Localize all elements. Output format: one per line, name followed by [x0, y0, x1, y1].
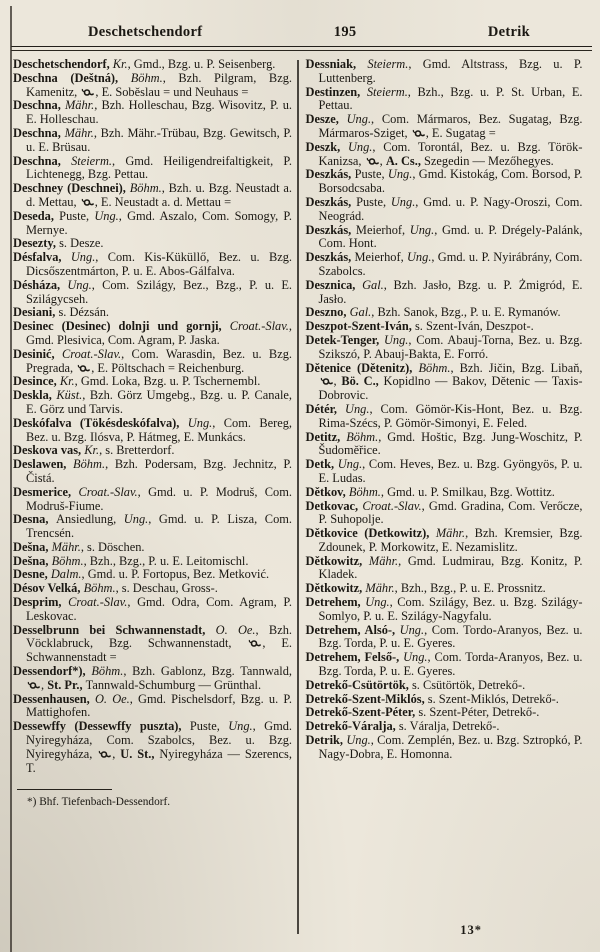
- entry-text: , Gmd. Pischelsdorf, Bzg. u. P. Mattighofen.: [26, 691, 292, 720]
- gazetteer-entry: [306, 693, 583, 707]
- entry-text: , Gmd. Kistokág, Com. Borsod, P. Borsodcsaba.: [318, 167, 583, 196]
- entry-text: , Bzh. Pilgram, Bzg. Kamenitz,: [26, 70, 292, 99]
- entry-text: , Gmd. u. P. Smilkau, Bzg. Wottitz.: [380, 484, 555, 499]
- entry-text: , E. Schwannenstadt =: [26, 636, 292, 665]
- entry-text: s. Desze.: [59, 236, 104, 251]
- entry-text: , s. Deschau, Gross-.: [115, 581, 218, 596]
- entry-text: Böhm.: [346, 429, 379, 444]
- entry-text: ,: [333, 374, 342, 389]
- gazetteer-entry: [13, 458, 292, 486]
- entry-text: , Bzh. Jičin, Bzg. Libaň,: [450, 360, 583, 375]
- entry-headword: Detrekő-Váralja,: [305, 719, 399, 734]
- entry-text: , s. Bretterdorf.: [99, 443, 175, 458]
- entry-text: , Gmd. Odra, Com. Agram, P. Leskovac.: [26, 595, 292, 623]
- entry-text: Kr.: [112, 57, 128, 71]
- entry-text: Croat.-Slav.: [68, 595, 128, 610]
- gazetteer-entry: [13, 58, 292, 72]
- entry-headword: Détér,: [305, 401, 345, 416]
- entry-text: , Bzh. Podersam, Bzg. Jechnitz, P. Čistá.: [26, 457, 292, 485]
- entry-headword: Desezty,: [13, 236, 60, 251]
- entry-text: s. Szent-Miklós, Detrekő-.: [427, 691, 559, 706]
- entry-text: Meierhof,: [354, 250, 407, 265]
- entry-text: Kopidlno — Bakov, Dětenic — Taxis-Dobrovic.: [318, 374, 583, 403]
- entry-headword: Deskófalva (Tökésdeskófalva),: [13, 415, 188, 430]
- entry-text: , Bzh. Kremsier, Bzg. Zdounek, P. Morkowitz, E. Nezamislitz.: [318, 526, 583, 554]
- entry-text: , Gmd. Plesivica, Com. Agram, P. Jaska.: [26, 319, 292, 347]
- entry-text: Ung.: [70, 250, 96, 265]
- entry-headword: Detrekő-Szent-Péter,: [305, 705, 419, 720]
- entry-text: s. Szent-Iván, Deszpot-.: [414, 319, 534, 334]
- gazetteer-entry: [13, 720, 292, 775]
- post-horn-icon: [81, 198, 94, 207]
- entry-text: Gal.: [349, 305, 372, 320]
- entry-headword: Deseda,: [13, 208, 60, 223]
- post-horn-icon: [98, 750, 111, 759]
- entry-text: ,: [41, 677, 48, 692]
- entry-text: , Com. Tordo-Aranyos, Bez. u. Bzg. Torda, P. u. E. Gyeres.: [318, 622, 583, 651]
- gazetteer-entry: [13, 320, 292, 348]
- entry-headword: Dětkowitz,: [305, 581, 366, 596]
- entry-text: , Com. Gömör-Kis-Hont, Bez. u. Bzg. Rima-Szécs, P. Gömör-Simonyi, E. Feled.: [318, 401, 583, 430]
- entry-headword: Desinec (Desinec) dolnji und gornji,: [13, 319, 230, 334]
- entry-text: , Bzh. Gablonz, Bzg. Tannwald,: [123, 664, 292, 679]
- gazetteer-entry: [306, 113, 583, 141]
- entry-text: Böhm.: [418, 360, 451, 375]
- entry-text: Böhm.: [130, 70, 163, 85]
- gazetteer-entry: [306, 679, 583, 693]
- entry-headword: Dětenice (Dětenitz),: [305, 360, 419, 375]
- entry-text: Steierm.: [366, 84, 408, 99]
- entry-text: Ung.: [337, 457, 363, 472]
- entry-headword: Desince,: [13, 374, 60, 389]
- entry-text: , Com. Heves, Bez. u. Bzg. Gyöngyös, P. u. E. Ludas.: [318, 457, 583, 485]
- entry-text: Puste,: [354, 167, 388, 182]
- gazetteer-entry: [306, 458, 583, 486]
- gazetteer-entry: [306, 403, 583, 431]
- entry-text: , Com. Kis-Küküllő, Bez. u. Bzg. Dicsőszentmárton, P. u. E. Abos-Gálfalva.: [26, 250, 292, 278]
- entry-text: Mähr.: [368, 553, 399, 568]
- entry-text: Kr.: [84, 443, 100, 458]
- entry-text: Mähr.: [51, 539, 81, 554]
- entry-headword: Deschna,: [13, 98, 65, 113]
- entry-headword: Deschetschendorf,: [13, 57, 113, 71]
- gazetteer-entry: [13, 665, 292, 693]
- entry-text: , Gmd. Aszalo, Com. Somogy, P. Mernye.: [26, 208, 292, 237]
- entry-headword: Deskla,: [13, 388, 57, 403]
- post-horn-icon: [77, 364, 90, 373]
- entry-headword: Desiani,: [13, 305, 59, 320]
- entry-text: s. Dézsán.: [58, 305, 110, 320]
- entry-text: O. Oe.: [94, 691, 130, 706]
- gazetteer-entry: [306, 500, 583, 528]
- entry-text: Puste,: [356, 194, 391, 209]
- entry-text: Ung.: [346, 112, 372, 127]
- entry-text: Puste,: [189, 719, 229, 734]
- entry-text: ,: [112, 746, 121, 761]
- entry-headword: Deszno,: [305, 305, 350, 320]
- entry-headword: Deszkás,: [305, 222, 356, 237]
- gazetteer-entry: [13, 555, 292, 569]
- entry-text: s. Csütörtök, Detrekő-.: [411, 677, 526, 692]
- entry-headword: Desselbrunn bei Schwannenstadt,: [13, 622, 216, 637]
- gazetteer-entry: [306, 334, 583, 362]
- entry-headword: Desze,: [305, 112, 347, 127]
- entry-text: Mähr.: [435, 526, 466, 541]
- entry-headword: Deschney (Deschnei),: [13, 181, 130, 196]
- gazetteer-entry: [13, 182, 292, 210]
- entry-headword: Deschna (Deštná),: [13, 70, 131, 85]
- entry-text: , Gmd. u. P. Drégely-Palánk, Com. Hont.: [318, 222, 583, 251]
- entry-text: Mähr.: [64, 98, 95, 113]
- entry-text: , E. Sugatag =: [425, 125, 496, 140]
- footnote-rule: [17, 789, 112, 790]
- entry-headword: Deschna,: [13, 153, 72, 168]
- entry-text: , Gmd. Hoštic, Bzg. Jung-Woschitz, P. Šudoměřice.: [318, 429, 583, 458]
- gazetteer-entry: [13, 624, 292, 665]
- column-container: [0, 51, 600, 934]
- entry-text: Szegedin — Mezőhegyes.: [424, 153, 554, 168]
- entry-text: Meierhof,: [355, 222, 410, 237]
- gazetteer-entry: [306, 582, 583, 596]
- gazetteer-entry: [13, 210, 292, 238]
- gazetteer-entry: [306, 251, 583, 279]
- gazetteer-entry: [306, 141, 583, 169]
- gazetteer-entry: [13, 389, 292, 417]
- entry-headword: Deskova vas,: [13, 443, 85, 458]
- entry-text: Gal.: [362, 277, 384, 292]
- gazetteer-entry: [13, 417, 292, 445]
- gazetteer-entry: [306, 624, 583, 652]
- gazetteer-entry: [13, 596, 292, 624]
- entry-text: , Bzh. Jasło, Bzg. u. P. Żmigród, E. Jasło.: [318, 277, 583, 306]
- entry-text: Kr.: [59, 374, 75, 389]
- gazetteer-entry: [13, 348, 292, 376]
- entry-text: Böhm.: [51, 553, 84, 568]
- entry-text: , Bzh. u. Bzg. Neustadt a. d. Mettau,: [26, 181, 292, 209]
- entry-headword: Deszk,: [305, 139, 348, 154]
- entry-text: , Bzh. Vöcklabruck, Bzg. Schwannenstadt,: [26, 622, 292, 651]
- header-left-keyword: Deschetschendorf: [88, 24, 203, 40]
- entry-text: , Gmd. Nyiregyháza, Com. Szabolcs, Bez. u. Bzg. Nyiregyháza,: [26, 719, 293, 761]
- entry-text: Böhm.: [73, 457, 106, 472]
- entry-headword: Désfalva,: [13, 250, 71, 265]
- entry-text: Ung.: [383, 332, 409, 347]
- entry-headword: Dessewffy (Dessewffy puszta),: [13, 719, 190, 734]
- entry-headword: Deschna,: [13, 125, 65, 140]
- entry-text: Croat.-Slav.: [78, 484, 138, 499]
- gazetteer-entry: [306, 306, 583, 320]
- gazetteer-entry: [306, 431, 583, 459]
- gazetteer-entry: [306, 596, 583, 624]
- entry-headword: Detrehem, Alsó-,: [305, 622, 400, 637]
- entry-headword: Dessendorf*),: [13, 664, 92, 679]
- entry-text: Mähr.: [365, 581, 395, 596]
- entry-headword: Dessniak,: [305, 57, 368, 71]
- entry-text: , Com. Mármaros, Bez. Sugatag, Bzg. Mármaros-Sziget,: [318, 112, 583, 140]
- gazetteer-entry: [306, 320, 583, 334]
- entry-text: Ung.: [94, 208, 119, 223]
- entry-text: Ansiedlung,: [56, 512, 124, 527]
- gazetteer-entry: [306, 706, 583, 720]
- gazetteer-entry: [306, 362, 583, 403]
- post-horn-icon: [81, 88, 94, 97]
- entry-text: Ung.: [390, 194, 416, 209]
- entry-text: , Gmd. u. P. Nagy-Oroszi, Com. Neográd.: [318, 194, 583, 223]
- entry-headword: Detek-Tenger,: [305, 332, 384, 347]
- entry-headword: Detkovac,: [305, 498, 363, 513]
- gazetteer-entry: [13, 72, 292, 100]
- header-right-keyword: Detrik: [487, 24, 530, 40]
- entry-text: s. Váralja, Detrekő-.: [398, 719, 500, 734]
- entry-headword: Dessenhausen,: [13, 691, 95, 706]
- post-horn-icon: [248, 639, 261, 648]
- entry-headword: Deszpot-Szent-Iván,: [305, 319, 415, 334]
- entry-text: , Gmd. u. P. Nyirábrány, Com. Szabolcs.: [318, 250, 583, 278]
- gazetteer-entry: [306, 86, 583, 114]
- entry-headword: Desznica,: [305, 277, 363, 292]
- gazetteer-entry: [306, 527, 583, 555]
- entry-text: Böhm.: [129, 181, 162, 196]
- entry-headword: Detrehem,: [305, 595, 366, 610]
- entry-headword: Detrehem, Felső-,: [305, 650, 404, 665]
- entry-text: Ung.: [409, 222, 435, 237]
- gazetteer-entry: [13, 155, 292, 183]
- entry-text: , Com. Abauj-Torna, Bez. u. Bzg. Szikszó, P. Abauj-Bakta, E. Forró.: [318, 332, 583, 361]
- post-horn-icon: [412, 129, 425, 138]
- entry-text: Ung.: [345, 401, 370, 416]
- right-column: [299, 58, 583, 934]
- entry-text: , Gmd. u. P. Lisza, Com. Trencsén.: [26, 512, 292, 541]
- entry-text: Ung.: [123, 512, 149, 527]
- entry-text: , Bzh., Bzg. u. P. St. Urban, E. Pettau.: [318, 84, 583, 113]
- entry-headword: Dětkov,: [305, 484, 349, 499]
- gazetteer-entry: [13, 306, 292, 320]
- entry-headword: Deslawen,: [13, 457, 74, 472]
- gazetteer-entry: [306, 279, 583, 307]
- gazetteer-entry: [13, 375, 292, 389]
- entry-headword: Detitz,: [305, 429, 347, 444]
- entry-text: Steierm.: [71, 153, 113, 168]
- entry-headword: Desprim,: [13, 595, 69, 610]
- entry-text: Ung.: [346, 733, 371, 748]
- gazetteer-entry: [306, 734, 583, 762]
- entry-text: , Gmd. Heiligendreifaltigkeit, P. Lichtenegg, Bzg. Pettau.: [26, 153, 292, 182]
- entry-text: Tannwald-Schumburg — Grünthal.: [85, 677, 262, 692]
- entry-headword: Dětkovice (Detkowitz),: [305, 526, 436, 541]
- entry-headword: Desinić,: [13, 346, 62, 361]
- entry-text: Croat.-Slav.: [229, 319, 289, 334]
- gazetteer-entry: [13, 127, 292, 155]
- entry-text: ,: [379, 153, 386, 168]
- post-horn-icon: [320, 377, 333, 386]
- entry-text: Ung.: [187, 415, 213, 430]
- entry-text: , Bzh. Görz Umgebg., Bzg. u. P. Canale, E. Görz und Tarvis.: [26, 388, 293, 416]
- entry-headword: Detrik,: [305, 733, 347, 748]
- entry-text: , E. Soběslau = und Neuhaus =: [95, 84, 249, 99]
- gazetteer-entry: [306, 168, 583, 196]
- entry-text: , Gmd. Loka, Bzg. u. P. Tschernembl.: [74, 374, 261, 389]
- entry-headword: Dešna,: [13, 553, 52, 568]
- entry-text: , Gmd. Altstrass, Bzg. u. P. Luttenberg.: [318, 57, 583, 85]
- entry-text: Dalm.: [50, 567, 82, 582]
- entry-headword: Désháza,: [13, 277, 68, 292]
- gazetteer-entry: [13, 693, 292, 721]
- gazetteer-entry: [13, 568, 292, 582]
- entry-text: , Bzh., Bzg., P. u. E. Prossnitz.: [394, 581, 546, 596]
- entry-text: , s. Döschen.: [80, 539, 145, 554]
- post-horn-icon: [366, 157, 379, 166]
- entry-text: , Bzh. Sanok, Bzg., P. u. E. Rymanów.: [371, 305, 561, 320]
- entry-headword: Detrekő-Szent-Miklós,: [305, 691, 428, 706]
- entry-text: Croat.-Slav.: [362, 498, 422, 513]
- entry-text: Ung.: [387, 167, 413, 182]
- entry-headword: St. Pr.,: [47, 677, 86, 692]
- entry-text: , Bzh. Holleschau, Bzg. Wisovitz, P. u. E. Holleschau.: [26, 98, 292, 127]
- entry-text: Croat.-Slav.: [61, 346, 122, 361]
- entry-text: Nyiregyháza — Szerencs, T.: [26, 746, 292, 775]
- entry-text: Mähr.: [64, 125, 94, 140]
- entry-headword: Deszkás,: [305, 250, 355, 265]
- entry-text: , E. Pöltschach = Reichenburg.: [91, 360, 245, 375]
- gazetteer-entry: [306, 224, 583, 252]
- left-column: [13, 58, 297, 934]
- entry-headword: Dětkowitz,: [305, 553, 369, 568]
- gazetteer-entry: [306, 651, 583, 679]
- entry-text: , Com. Bereg, Bez. u. Bzg. Ilósva, P. Hátmeg, E. Munkács.: [26, 415, 293, 444]
- gazetteer-entry: [13, 541, 292, 555]
- signature-mark: 13*: [460, 923, 482, 937]
- entry-text: Ung.: [403, 650, 428, 665]
- entry-text: , Gmd. Gradina, Com. Verőcze, P. Suhopolje.: [318, 498, 583, 527]
- footnote: *) Bhf. Tiefenbach-Dessendorf.: [27, 796, 171, 809]
- entry-text: Ung.: [347, 139, 373, 154]
- entry-headword: Deszkás,: [305, 167, 355, 182]
- entry-text: , Gmd. u. P. Fortopus, Bez. Metković.: [81, 567, 270, 582]
- gazetteer-entry: [13, 251, 292, 279]
- entry-headword: Desne,: [13, 567, 51, 582]
- entry-text: , Gmd. u. P. Modruš, Com. Modruš-Fiume.: [26, 484, 292, 513]
- entry-text: Ung.: [399, 622, 425, 637]
- gazetteer-entry: [306, 58, 583, 86]
- entry-text: Puste,: [59, 208, 95, 223]
- entry-text: Küst.: [56, 388, 83, 403]
- gazetteer-entry: [13, 237, 292, 251]
- entry-text: Ung.: [406, 250, 432, 265]
- entry-text: Ung.: [365, 595, 390, 610]
- entry-headword: A. Cs.,: [385, 153, 425, 168]
- gazetteer-entry: [306, 720, 583, 734]
- entry-text: Böhm.: [83, 581, 116, 596]
- entry-text: , Bzh. Mähr.-Trübau, Bzg. Gewitsch, P. u. E. Brüsau.: [26, 125, 292, 154]
- entry-text: Steierm.: [367, 57, 409, 71]
- entry-text: , E. Neustadt a. d. Mettau =: [94, 194, 232, 209]
- entry-text: , Gmd. Ludmirau, Bzg. Konitz, P. Kladek.: [318, 553, 583, 582]
- entry-headword: Dešna,: [13, 539, 52, 554]
- gazetteer-entry: [306, 196, 583, 224]
- entry-headword: Bö. C.,: [341, 374, 384, 389]
- entry-text: O. Oe.: [215, 622, 256, 637]
- entry-text: , Com. Torda-Aranyos, Bez. u. Bzg. Torda, P. u. E. Gyeres.: [318, 650, 583, 679]
- entry-text: , Com. Szilágy, Bez. u. Bzg. Szilágy-Somlyo, P. u. E. Szilágy-Nagyfalu.: [318, 595, 583, 623]
- entry-headword: Désov Velká,: [13, 581, 84, 596]
- entry-text: Ung.: [67, 277, 92, 292]
- entry-headword: Detrekő-Csütörtök,: [305, 677, 412, 692]
- entry-text: , Bzh., Bzg., P. u. E. Leitomischl.: [83, 553, 249, 568]
- gazetteer-entry: [13, 279, 292, 307]
- gazetteer-entry: [13, 444, 292, 458]
- entry-text: , Com. Torontál, Bez. u. Bzg. Török-Kanizsa,: [318, 139, 583, 168]
- gazetteer-entry: [13, 486, 292, 514]
- entry-text: , Com. Warasdin, Bez. u. Bzg. Pregrada,: [26, 346, 292, 375]
- entry-text: Böhm.: [91, 664, 124, 679]
- entry-headword: Destinzen,: [305, 84, 367, 99]
- entry-headword: U. St.,: [120, 746, 160, 761]
- gazetteer-entry: [306, 486, 583, 500]
- gazetteer-entry: [13, 99, 292, 127]
- entry-headword: Desmerice,: [13, 484, 79, 499]
- post-horn-icon: [27, 681, 40, 690]
- entry-text: , Com. Zemplén, Bez. u. Bzg. Sztropkó, P. Nagy-Dobra, E. Homonna.: [318, 733, 583, 761]
- page-header: [0, 0, 600, 41]
- entry-text: , Com. Szilágy, Bez., Bzg., P. u. E. Szilágycseh.: [26, 277, 293, 306]
- column-divider: [297, 60, 299, 934]
- entry-headword: Desna,: [13, 512, 57, 527]
- entry-text: Ung.: [228, 719, 253, 734]
- gazetteer-entry: [306, 555, 583, 583]
- entry-headword: Detk,: [305, 457, 338, 472]
- entry-text: s. Szent-Péter, Detrekő-.: [418, 705, 540, 720]
- entry-text: , Gmd., Bzg. u. P. Seisenberg.: [127, 57, 276, 71]
- gazetteer-entry: [13, 513, 292, 541]
- entry-text: Böhm.: [348, 484, 381, 499]
- entry-headword: Deszkás,: [305, 194, 357, 209]
- page-number: 195: [333, 24, 357, 40]
- gazetteer-entry: [13, 582, 292, 596]
